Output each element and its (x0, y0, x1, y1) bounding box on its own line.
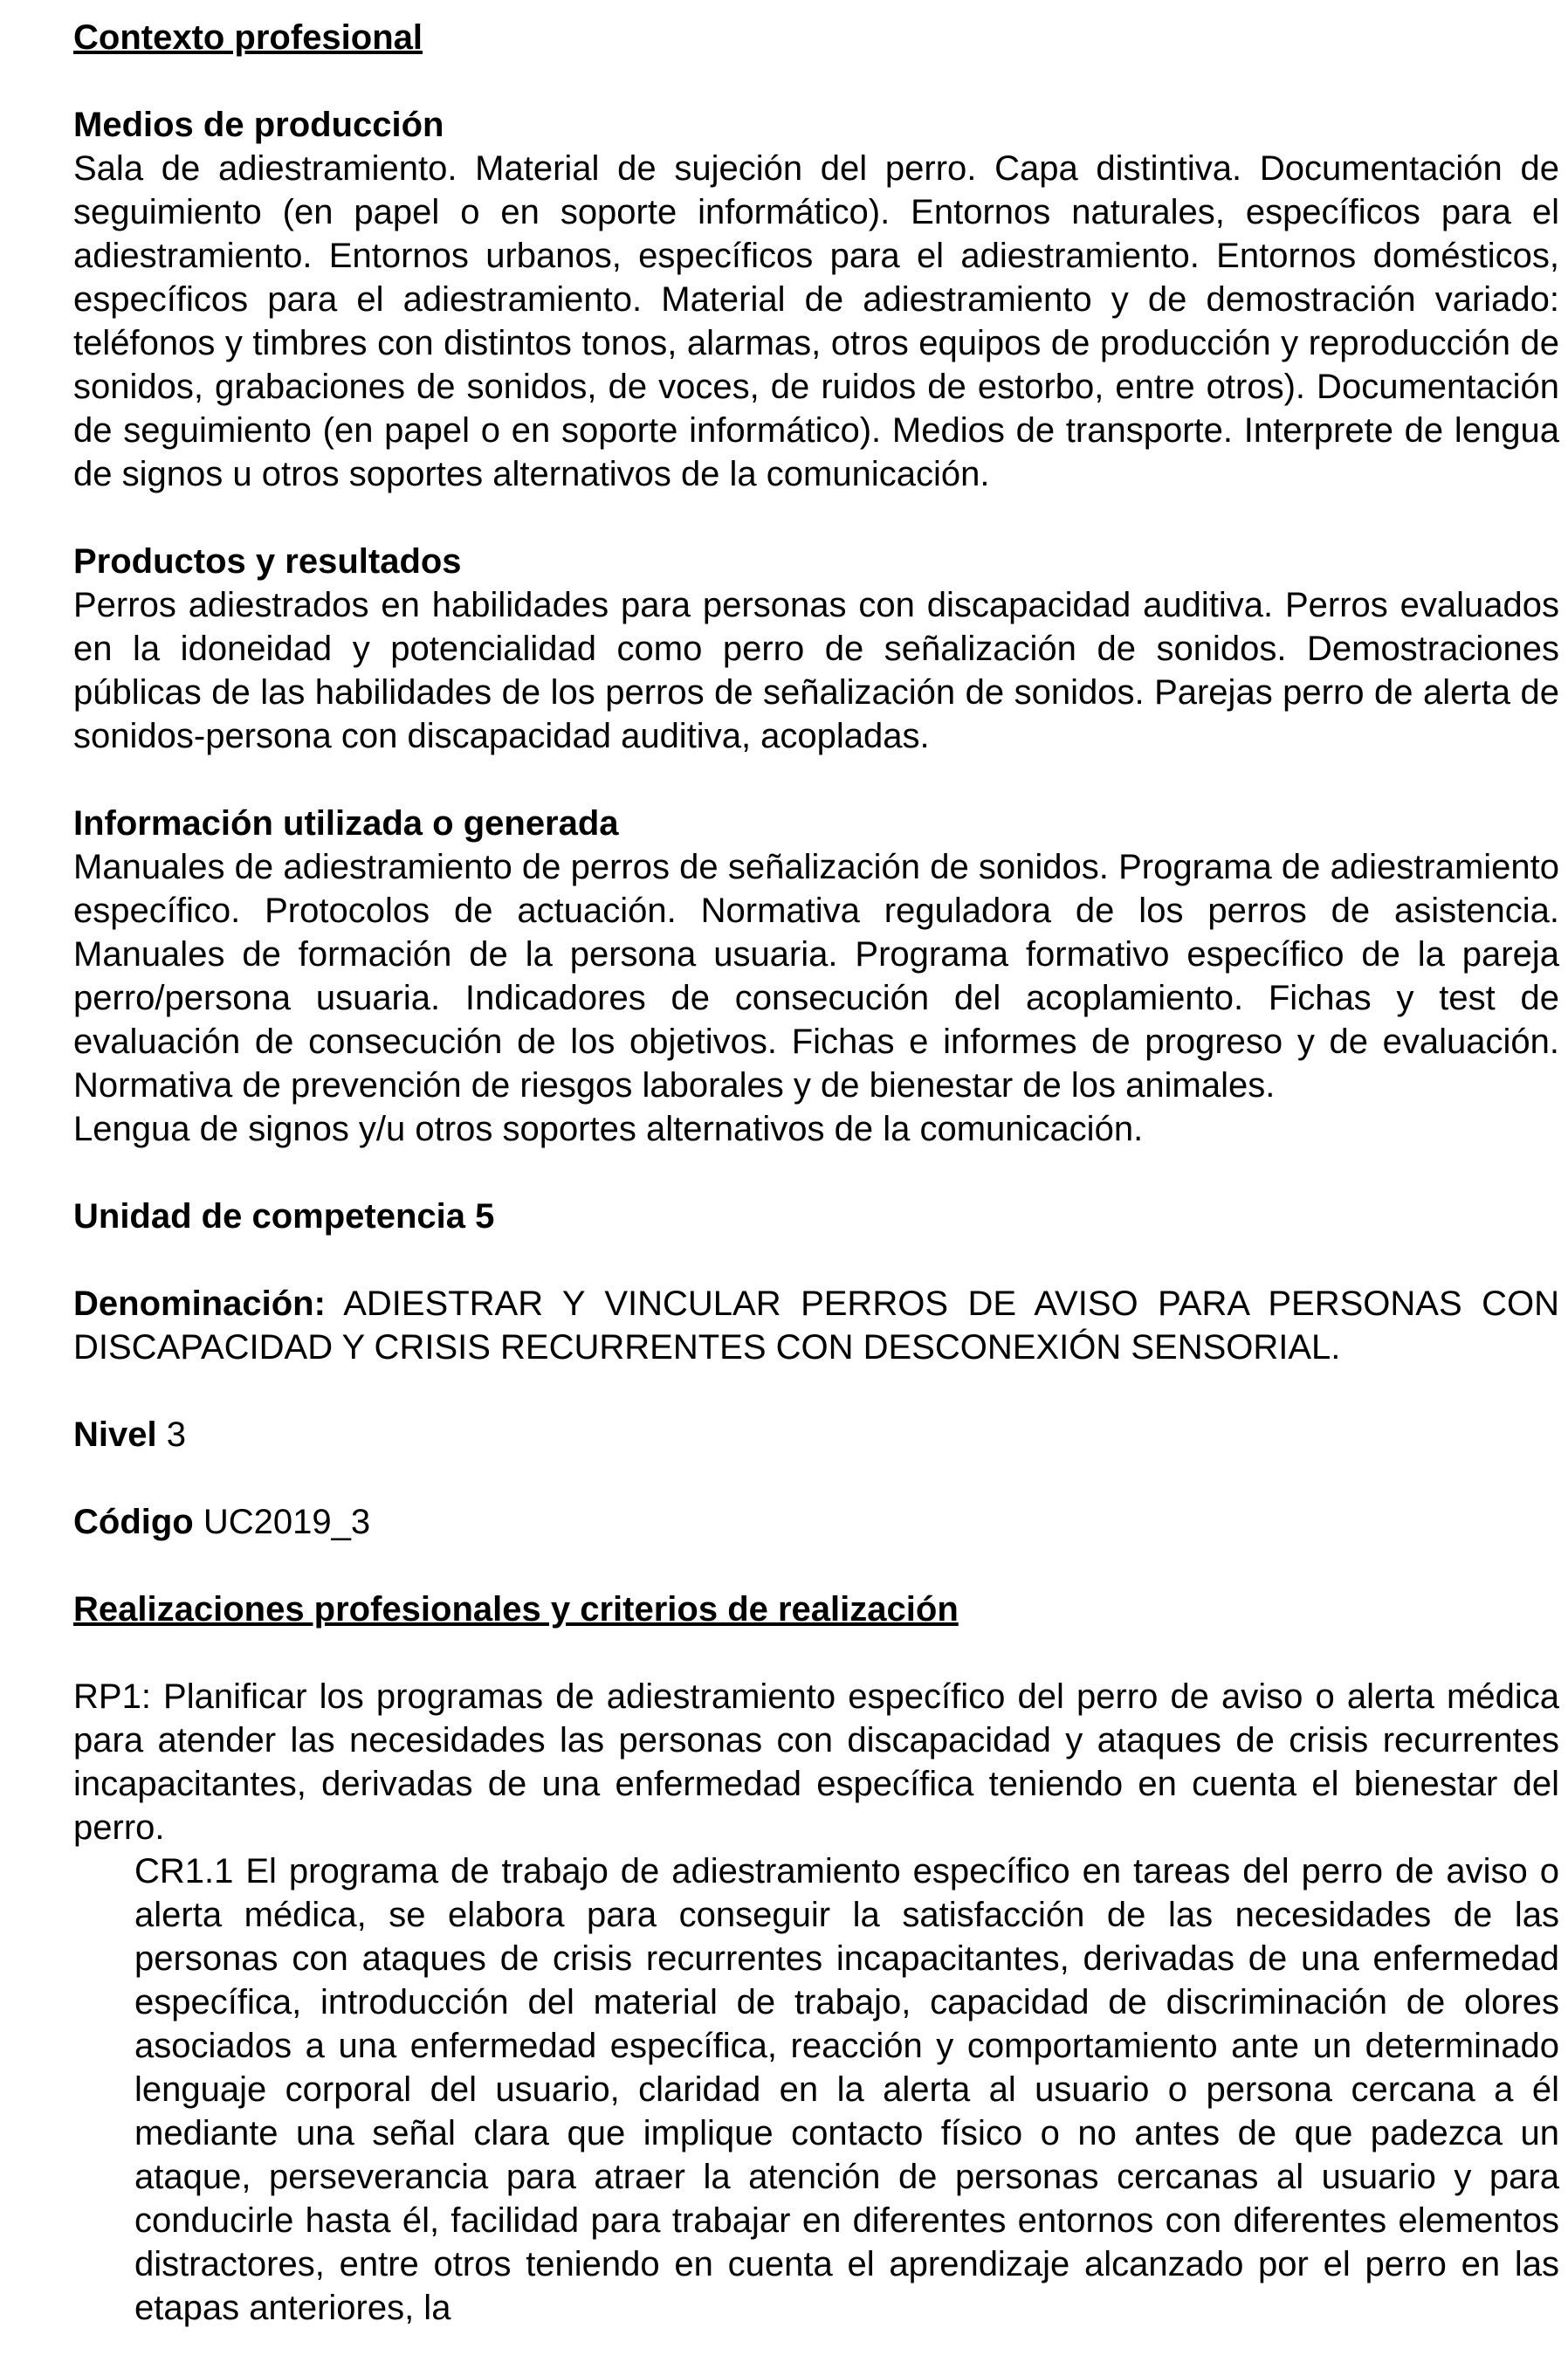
nivel-value: 3 (166, 1415, 186, 1454)
spacer (73, 1369, 1559, 1413)
spacer (73, 1631, 1559, 1675)
paragraph-informacion-2: Lengua de signos y/u otros soportes alternativos de la comunicación. (73, 1110, 1144, 1148)
unidad-title: Unidad de competencia 5 (73, 1197, 495, 1236)
denominacion-value: ADIESTRAR Y VINCULAR PERROS DE AVISO PARA PERSONAS CON DISCAPACIDAD Y CRISIS RECURRENTES CON DESCONEXIÓN SENSORIAL. (73, 1284, 1559, 1367)
codigo-value: UC2019_3 (203, 1503, 371, 1541)
codigo-label: Código (73, 1503, 194, 1541)
paragraph-informacion: Manuales de adiestramiento de perros de señalización de sonidos. Programa de adiestramiento específico. Protocolos de actuación. Normativa reguladora de los perros de asistencia. Manuales de formación de la persona usuaria. Programa formativo específico de la pareja perro/persona usuaria. Indicadores de consecución del acoplamiento. Fichas y test de evaluación de consecución de los objetivos. Fichas e informes de progreso y de evaluación. Normativa de prevención de riesgos laborales y de bienestar de los animales. (73, 848, 1559, 1105)
section-title-contexto: Contexto profesional (73, 18, 423, 57)
denominacion-label: Denominación: (73, 1284, 326, 1323)
heading-medios: Medios de producción (73, 106, 444, 144)
spacer (73, 1151, 1559, 1195)
spacer (73, 758, 1559, 802)
codigo (73, 1500, 1559, 1544)
spacer (73, 59, 1559, 103)
denominacion (73, 1282, 1559, 1369)
spacer (73, 1544, 1559, 1587)
section-title-realizaciones: Realizaciones profesionales y criterios de realización (73, 1590, 959, 1629)
nivel (73, 1413, 1559, 1457)
heading-informacion: Información utilizada o generada (73, 804, 619, 843)
spacer (73, 496, 1559, 540)
spacer (73, 1238, 1559, 1282)
document-page (73, 16, 1559, 2330)
paragraph-medios: Sala de adiestramiento. Material de sujeción del perro. Capa distintiva. Documentación de seguimiento (en papel o en soporte informático). Entornos naturales, específicos para el adiestramiento. Entornos urbanos, específicos para el adiestramiento. Entornos domésticos, específicos para el adiestramiento. Material de adiestramiento y de demostración variado: teléfonos y timbres con distintos tonos, alarmas, otros equipos de producción y reproducción de sonidos, grabaciones de sonidos, de voces, de ruidos de estorbo, entre otros). Documentación de seguimiento (en papel o en soporte informático). Medios de transporte. Interprete de lengua de signos u otros soportes alternativos de la comunicación. (73, 149, 1559, 493)
spacer (73, 1457, 1559, 1500)
heading-productos: Productos y resultados (73, 542, 462, 581)
paragraph-productos: Perros adiestrados en habilidades para personas con discapacidad auditiva. Perros evaluados en la idoneidad y potencialidad como perro de señalización de sonidos. Demostraciones públicas de las habilidades de los perros de señalización de sonidos. Parejas perro de alerta de sonidos-persona con discapacidad auditiva, acopladas. (73, 586, 1559, 755)
rp1-paragraph: RP1: Planificar los programas de adiestramiento específico del perro de aviso o alerta médica para atender las necesidades las personas con discapacidad y ataques de crisis recurrentes incapacitantes, derivadas de una enfermedad específica teniendo en cuenta el bienestar del perro. (73, 1677, 1559, 1847)
nivel-label: Nivel (73, 1415, 157, 1454)
cr1-1-paragraph: CR1.1 El programa de trabajo de adiestramiento específico en tareas del perro de aviso o alerta médica, se elabora para conseguir la satisfacción de las necesidades de las personas con ataques de crisis recurrentes incapacitantes, derivadas de una enfermedad específica, introducción del material de trabajo, capacidad de discriminación de olores asociados a una enfermedad específica, reacción y comportamiento ante un determinado lenguaje corporal del usuario, claridad en la alerta al usuario o persona cercana a él mediante una señal clara que implique contacto físico o no antes de que padezca un ataque, perseverancia para atraer la atención de personas cercanas al usuario y para conducirle hasta él, facilidad para trabajar en diferentes entornos con diferentes elementos distractores, entre otros teniendo en cuenta el aprendizaje alcanzado por el perro en las etapas anteriores, la (134, 1852, 1559, 2327)
